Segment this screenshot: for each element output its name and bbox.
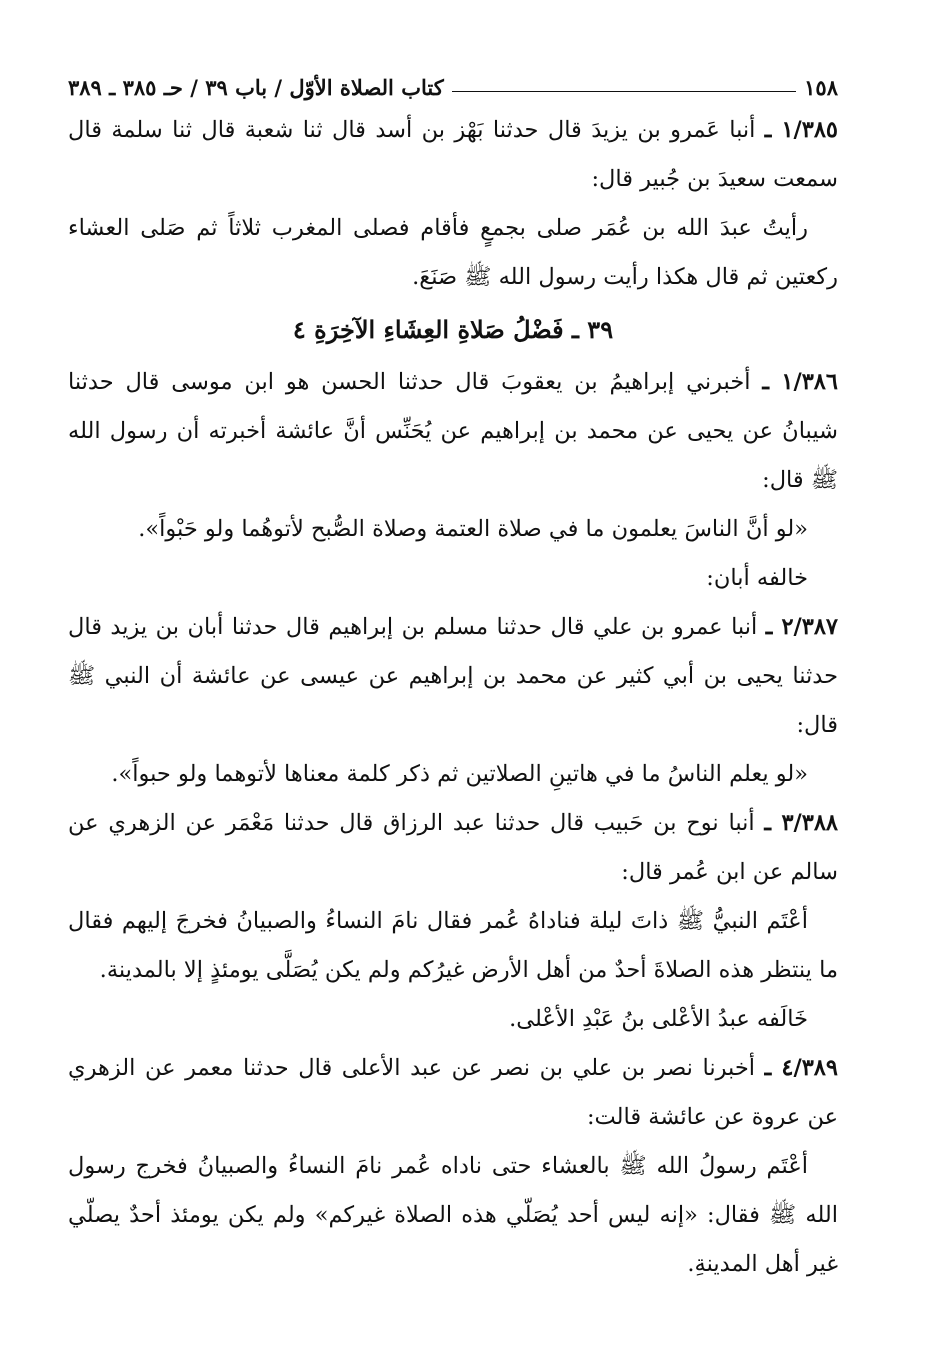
- hadith-number: ١/٣٨٥ ـ: [764, 117, 838, 143]
- hadith-389-matn: أعْتَم رسولُ الله ﷺ بالعشاء حتى ناداه عُمر نامَ النساءُ والصبيانُ فخرج رسول الله ﷺ فقال: «إنه ليس أحد يُصَلّي هذه الصلاة غيركم» ولم يكن يومئذ أحدٌ يصلّي غير أهل المدينةِ.: [68, 1153, 838, 1277]
- isnad-text: أخبرني إبراهيمُ بن يعقوبَ قال حدثنا الحسن هو ابن موسى قال حدثنا شيبانُ عن يحيى عن محمد بن إبراهيم عن يُحَنِّس أنَّ عائشة أخبرته أن رسول الله ﷺ قال:: [68, 369, 838, 493]
- hadith-389-isnad: [68, 1044, 838, 1142]
- hadith-387-isnad: [68, 603, 838, 750]
- isnad-text: أنبا نوح بن حَبيب قال حدثنا عبد الرزاق قال حدثنا مَعْمَر عن الزهري عن سالم عن ابن عُمر قال:: [68, 810, 838, 885]
- hadith-386-note: خالفه أبان:: [706, 565, 808, 591]
- hadith-386-matn: «لو أنَّ الناسَ يعلمون ما في صلاة العتمة وصلاة الصُّبح لأتوهُما ولو حَبْواً».: [138, 516, 808, 542]
- hadith-387-matn: «لو يعلم الناسُ ما في هاتينِ الصلاتين ثم ذكر كلمة معناها لأتوهما ولو حبواً».: [111, 761, 808, 787]
- hadith-388-isnad: [68, 799, 838, 897]
- running-title: كتاب الصلاة الأوّل / باب ٣٩ / حـ ٣٨٥ ـ ٣٨٩: [68, 75, 444, 100]
- hadith-number: ٣/٣٨٨ ـ: [764, 810, 838, 836]
- isnad-text: أنبا عمرو بن علي قال حدثنا مسلم بن إبراهيم قال حدثنا أبان بن يزيد قال حدثنا يحيى بن أبي كثير عن محمد بن إبراهيم عن عيسى عن عائشة أن النبي ﷺ قال:: [68, 614, 838, 738]
- hadith-388-matn: أعْتَم النبيُّ ﷺ ذاتَ ليلة فناداهُ عُمر فقال نامَ النساءُ والصبيانُ فخرجَ إليهم فقال ما ينتظر هذه الصلاةَ أحدٌ من أهل الأرض غيرُكم ولم يكن يُصَلَّى يومئذٍ إلا بالمدينة.: [68, 908, 838, 983]
- hadith-385-isnad: [68, 106, 838, 204]
- page-header: [68, 60, 838, 100]
- hadith-388-note: خَالَفه عبدُ الأعْلى بنُ عَبْدِ الأعْلى.: [509, 1006, 808, 1032]
- hadith-386-isnad: [68, 358, 838, 505]
- hadith-385-matn: رأيتُ عبدَ الله بن عُمَر صلى بجمعٍ فأقام فصلى المغرب ثلاثاً ثم صَلى العشاء ركعتين ثم قال هكذا رأيت رسول الله ﷺ صَنَعَ.: [68, 215, 838, 290]
- isnad-text: أنبا عَمرو بن يزيدَ قال حدثنا بَهْز بن أسد قال ثنا شعبة قال ثنا سلمة قال سمعت سعيدَ بن جُبير قال:: [68, 117, 838, 192]
- isnad-text: أخبرنا نصر بن علي بن نصر عن عبد الأعلى قال حدثنا معمر عن الزهري عن عروة عن عائشة قالت:: [68, 1055, 838, 1130]
- hadith-number: ٤/٣٨٩ ـ: [764, 1055, 838, 1081]
- hadith-number: ١/٣٨٦ ـ: [762, 369, 838, 395]
- hadith-number: ٢/٣٨٧ ـ: [765, 614, 838, 640]
- page-number: ١٥٨: [804, 75, 838, 100]
- header-rule: [452, 91, 796, 92]
- chapter-heading: ٣٩ ـ فَضْلُ صَلاةِ العِشَاءِ الآخِرَةِ ٤: [292, 315, 614, 344]
- book-page: [68, 60, 838, 1289]
